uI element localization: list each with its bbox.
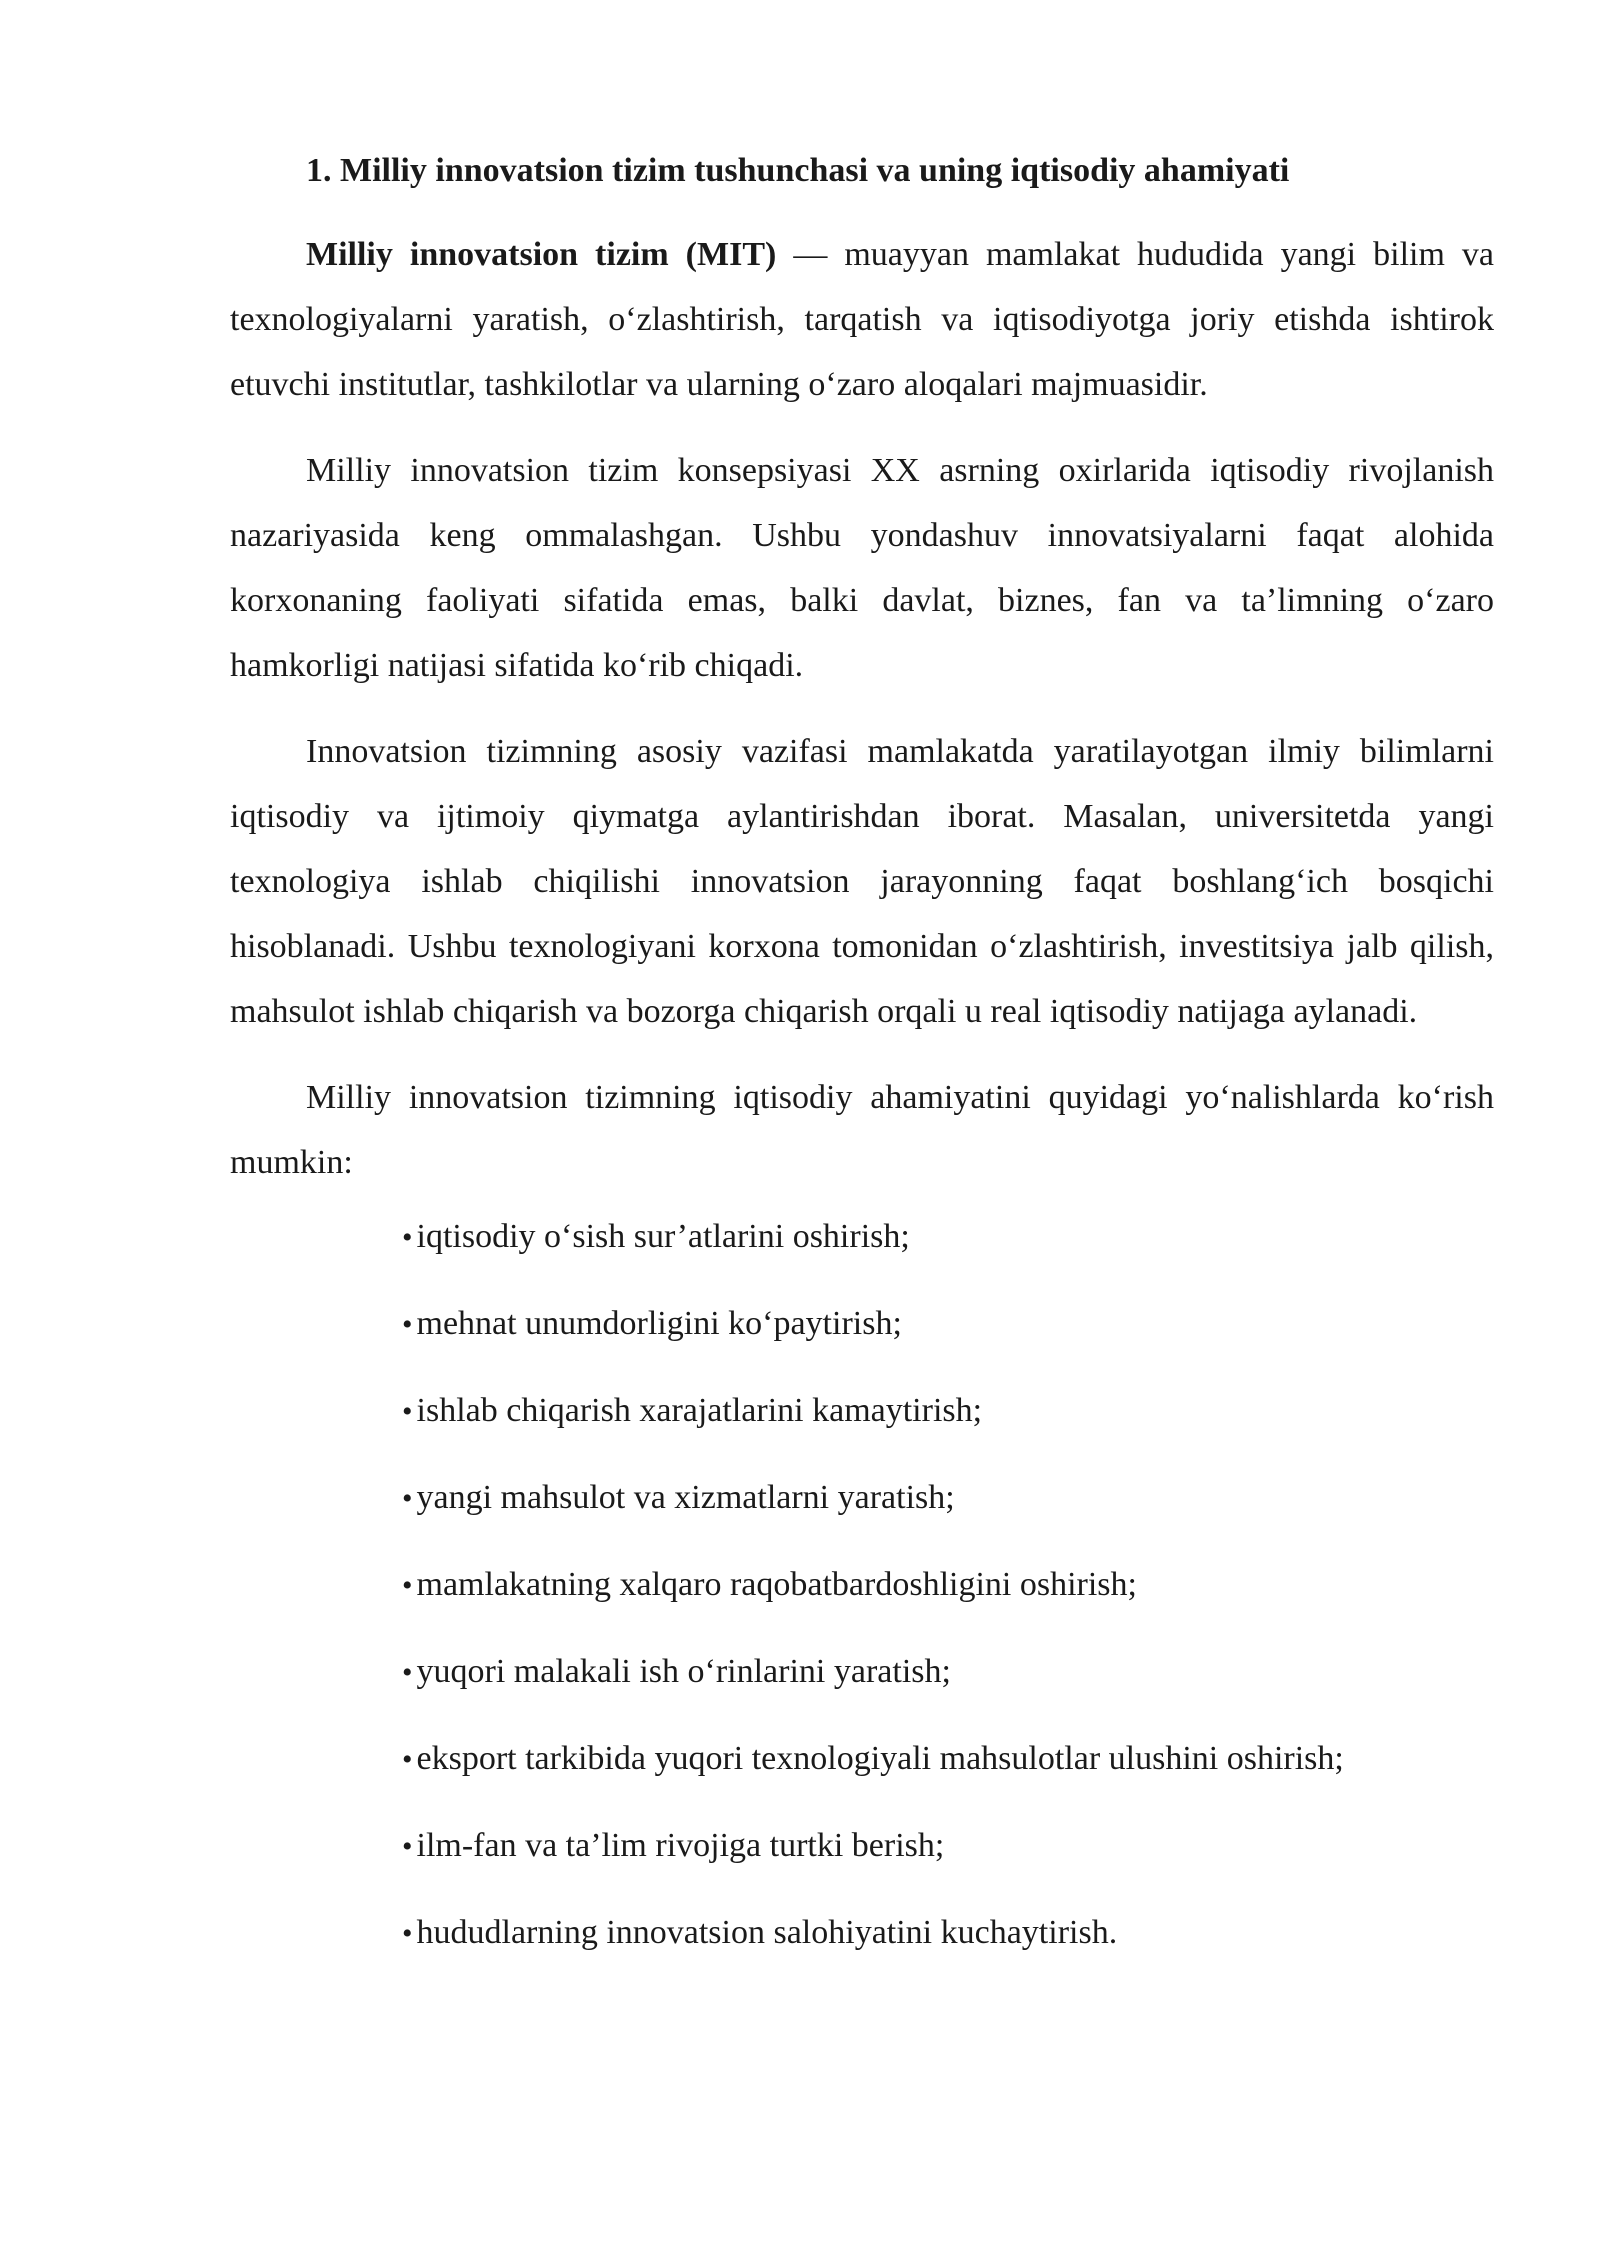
bullet-icon: • — [402, 1743, 413, 1776]
definition-term: Milliy innovatsion tizim (MIT) — [306, 236, 777, 273]
paragraph-list-intro: Milliy innovatsion tizimning iqtisodiy ahamiyatini quyidagi yo‘nalishlarda ko‘rish mumkin: — [230, 1079, 1494, 1181]
bullet-icon: • — [402, 1221, 413, 1254]
list-item-text: mamlakatning xalqaro raqobatbardoshligini oshirish; — [416, 1566, 1137, 1603]
list-item-text: ilm-fan va ta’lim rivojiga turtki berish; — [416, 1827, 945, 1864]
list-item — [402, 1303, 1494, 1345]
list-item — [402, 1651, 1494, 1693]
list-item — [402, 1825, 1494, 1867]
list-item-text: yangi mahsulot va xizmatlarni yaratish; — [416, 1479, 955, 1516]
section-heading: 1. Milliy innovatsion tizim tushunchasi va uning iqtisodiy ahamiyati — [306, 152, 1290, 189]
list-item-text: eksport tarkibida yuqori texnologiyali mahsulotlar ulushini oshirish; — [416, 1740, 1344, 1777]
definition-text: — muayyan mamlakat hududida yangi bilim va texnologiyalarni yaratish, o‘zlashtirish, tarqatish va iqtisodiyotga joriy etishda ishtirok etuvchi institutlar, tashkilotlar va ularning o‘zaro aloqalari majmuasidir. — [230, 236, 1495, 403]
document-page — [230, 150, 1494, 1999]
bullet-icon: • — [402, 1395, 413, 1428]
list-item-text: iqtisodiy o‘sish sur’atlarini oshirish; — [416, 1218, 910, 1255]
list-item-text: ishlab chiqarish xarajatlarini kamaytirish; — [416, 1392, 983, 1429]
bullet-icon: • — [402, 1482, 413, 1515]
bullet-icon: • — [402, 1569, 413, 1602]
significance-list — [230, 1216, 1494, 1954]
list-item-text: mehnat unumdorligini ko‘paytirish; — [416, 1305, 902, 1342]
bullet-icon: • — [402, 1830, 413, 1863]
list-item — [402, 1738, 1494, 1780]
list-item — [402, 1390, 1494, 1432]
list-item — [402, 1912, 1494, 1954]
list-item — [402, 1477, 1494, 1519]
paragraph-concept: Milliy innovatsion tizim konsepsiyasi XX asrning oxirlarida iqtisodiy rivojlanish nazariyasida keng ommalashgan. Ushbu yondashuv innovatsiyalarni faqat alohida korxonaning faoliyati sifatida emas, balki davlat, biznes, fan va ta’limning o‘zaro hamkorligi natijasi sifatida ko‘rib chiqadi. — [230, 452, 1494, 684]
list-item-text: hududlarning innovatsion salohiyatini kuchaytirish. — [416, 1914, 1118, 1951]
paragraph-main-function: Innovatsion tizimning asosiy vazifasi mamlakatda yaratilayotgan ilmiy bilimlarni iqtisodiy va ijtimoiy qiymatga aylantirishdan iborat. Masalan, universitetda yangi texnologiya ishlab chiqilishi innovatsion jarayonning faqat boshlang‘ich bosqichi hisoblanadi. Ushbu texnologiyani korxona tomonidan o‘zlashtirish, investitsiya jalb qilish, mahsulot ishlab chiqarish va bozorga chiqarish orqali u real iqtisodiy natijaga aylanadi. — [230, 733, 1494, 1030]
paragraph-definition — [230, 222, 1494, 417]
list-item-text: yuqori malakali ish o‘rinlarini yaratish; — [416, 1653, 951, 1690]
list-item — [402, 1564, 1494, 1606]
bullet-icon: • — [402, 1308, 413, 1341]
bullet-icon: • — [402, 1917, 413, 1950]
bullet-icon: • — [402, 1656, 413, 1689]
list-item — [402, 1216, 1494, 1258]
